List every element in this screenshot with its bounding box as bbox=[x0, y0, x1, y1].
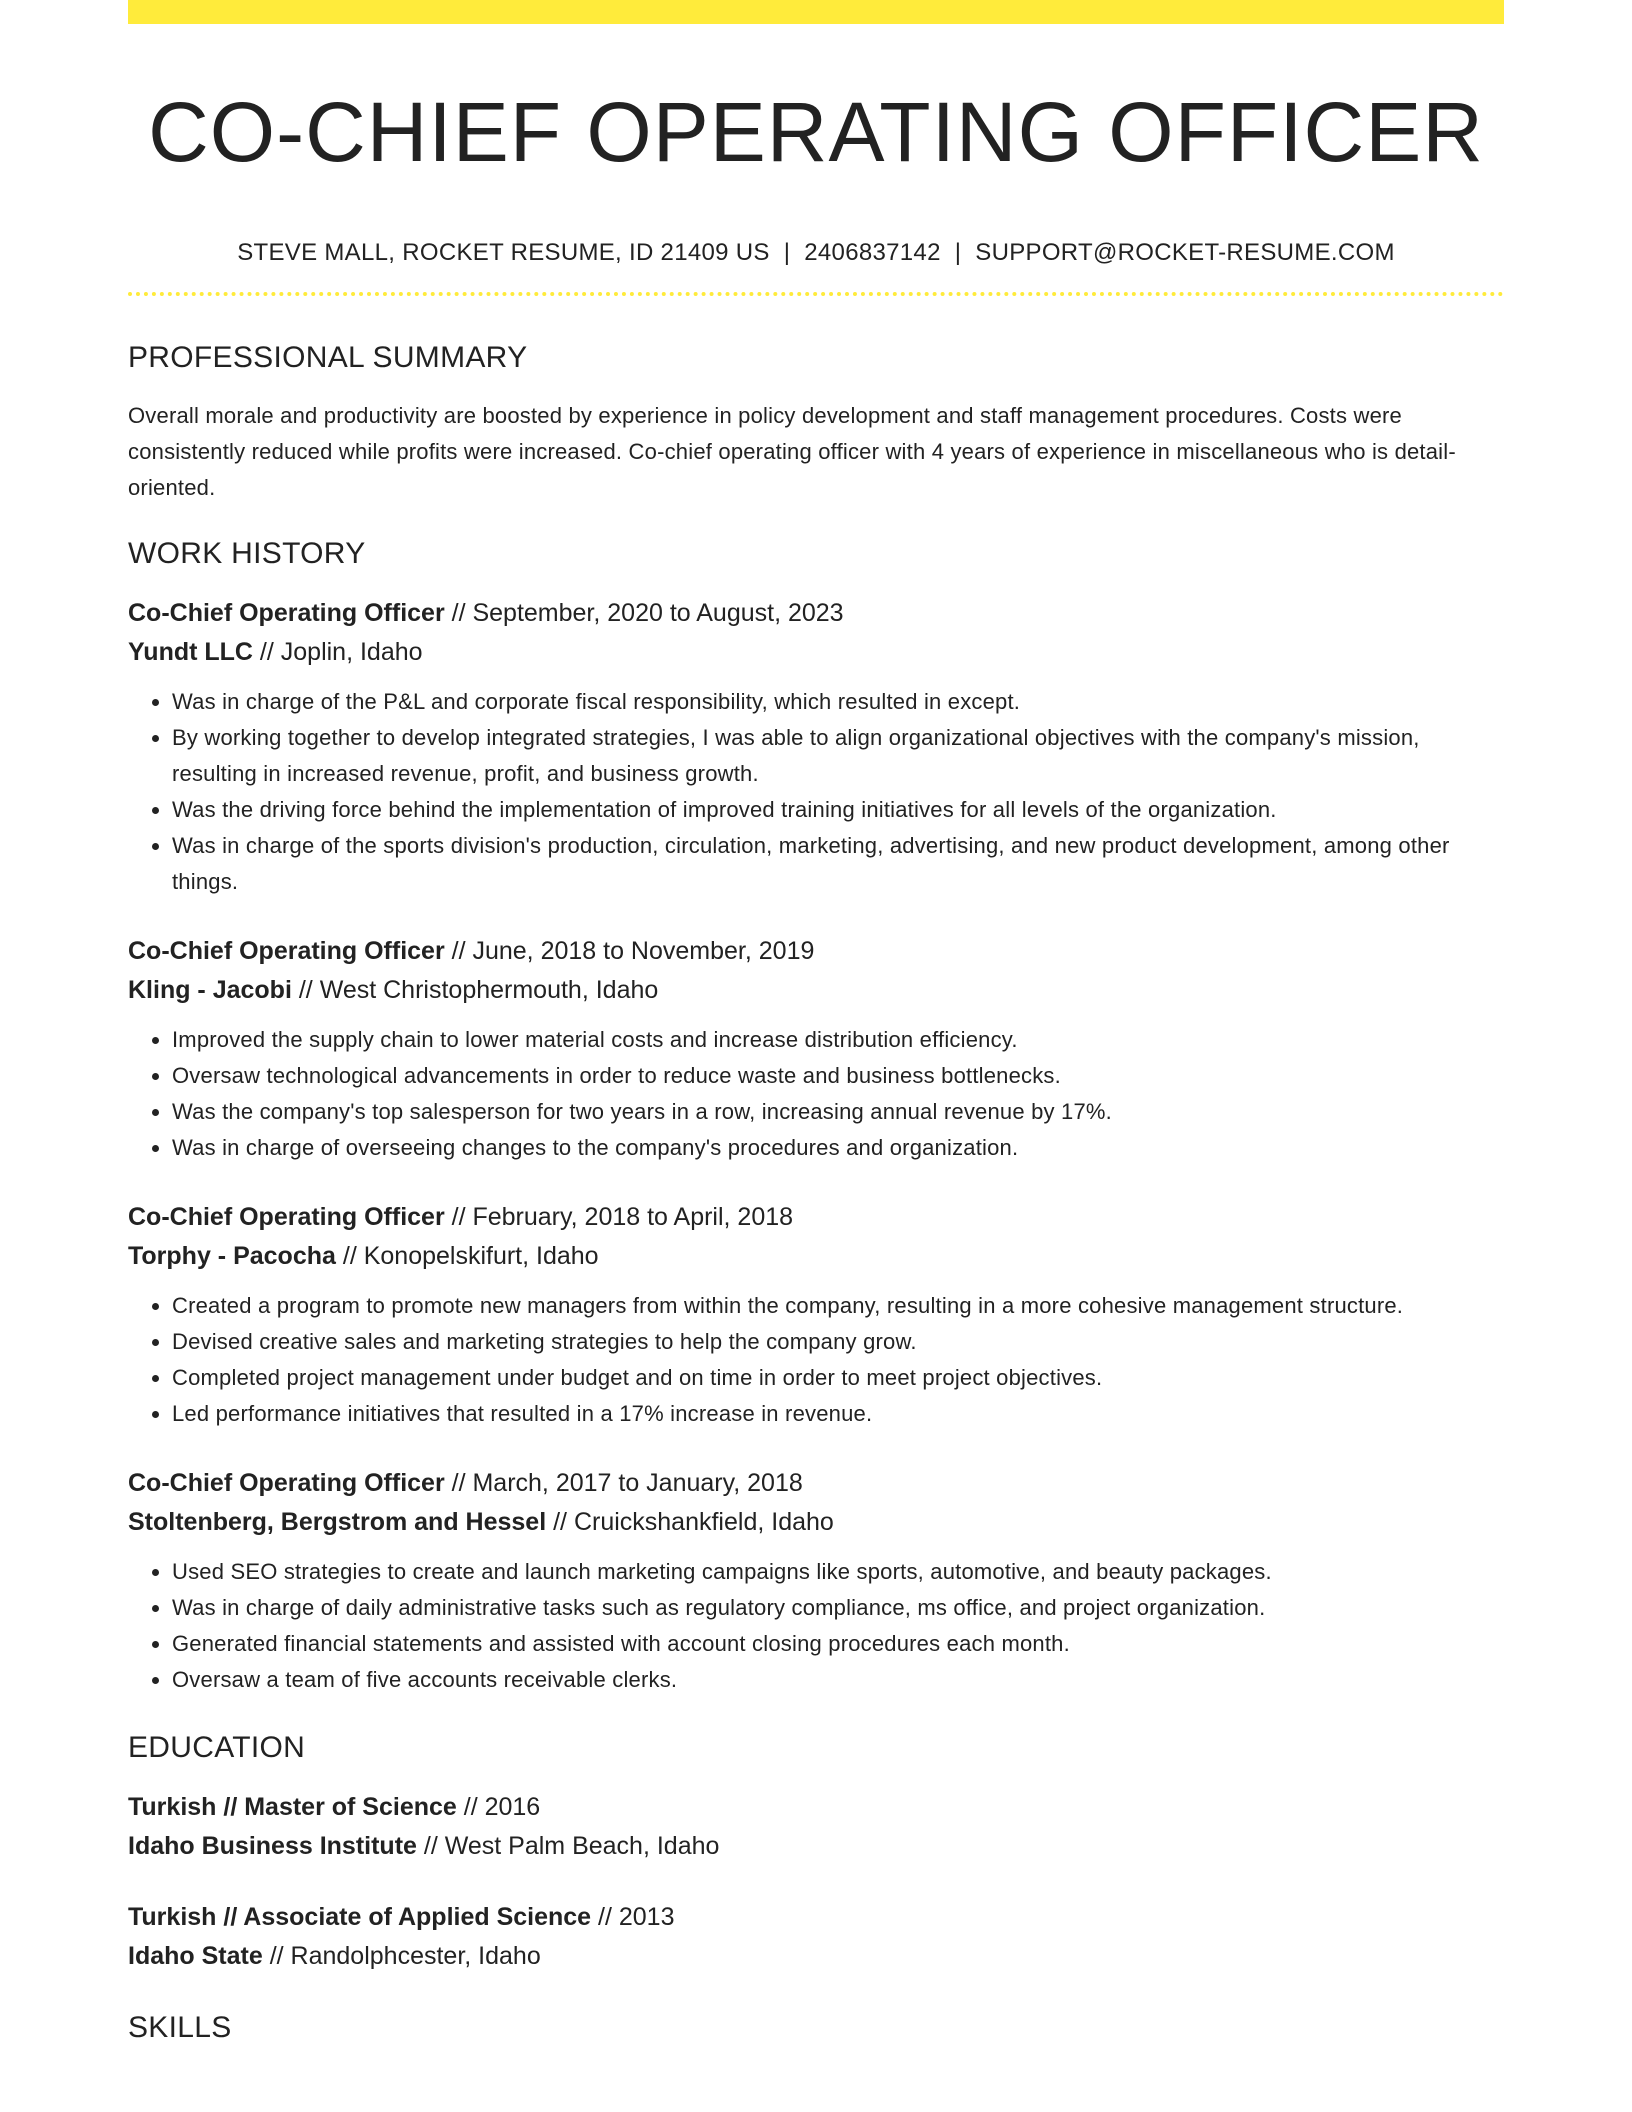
job-location: // Cruickshankfield, Idaho bbox=[546, 1508, 834, 1537]
job-location: // West Christophermouth, Idaho bbox=[291, 976, 659, 1005]
job-bullets bbox=[128, 1288, 1504, 1432]
job-bullet: • Was the company's top salesperson for two years in a row, increasing annual revenue by 17%. bbox=[172, 1094, 1504, 1130]
education-entry bbox=[128, 1788, 1504, 1866]
job-title-line bbox=[128, 1198, 1504, 1237]
job-bullets bbox=[128, 1022, 1504, 1166]
job-bullet: • By working together to develop integrated strategies, I was able to align organizational objectives with the company's mission, resulting in increased revenue, profit, and business growth. bbox=[172, 720, 1504, 792]
education-school: Idaho Business Institute bbox=[128, 1832, 417, 1861]
job-company-line bbox=[128, 633, 1504, 672]
contact-address: STEVE MALL, ROCKET RESUME, ID 21409 US bbox=[237, 239, 770, 267]
education-degree-line bbox=[128, 1788, 1504, 1827]
job-title: Co-Chief Operating Officer bbox=[128, 1203, 445, 1232]
work-history-heading: WORK HISTORY bbox=[128, 537, 366, 571]
job-company: Torphy - Pacocha bbox=[128, 1242, 336, 1271]
job-title-line bbox=[128, 932, 1504, 971]
job-bullet: • Oversaw technological advancements in order to reduce waste and business bottlenecks. bbox=[172, 1058, 1504, 1094]
job-bullet: • Completed project management under budget and on time in order to meet project objectives. bbox=[172, 1360, 1504, 1396]
job-entry bbox=[128, 594, 1504, 900]
job-entry bbox=[128, 1464, 1504, 1698]
job-company-line bbox=[128, 971, 1504, 1010]
summary-text: Overall morale and productivity are boosted by experience in policy development and staff management procedures. Costs were consistently reduced while profits were increased. Co-chief operating officer with 4 years of experience in miscellaneous who is detail-oriented. bbox=[128, 403, 1456, 501]
job-title: Co-Chief Operating Officer bbox=[128, 1469, 445, 1498]
job-title-line bbox=[128, 594, 1504, 633]
job-entry bbox=[128, 932, 1504, 1166]
education-location: // Randolphcester, Idaho bbox=[262, 1942, 541, 1971]
dotted-divider bbox=[128, 292, 1504, 296]
resume-title: CO-CHIEF OPERATING OFFICER bbox=[148, 85, 1484, 179]
job-dates: // June, 2018 to November, 2019 bbox=[444, 937, 815, 966]
job-title-line bbox=[128, 1464, 1504, 1503]
job-entry bbox=[128, 1198, 1504, 1432]
contact-email: SUPPORT@ROCKET-RESUME.COM bbox=[975, 239, 1395, 267]
job-dates: // September, 2020 to August, 2023 bbox=[444, 599, 844, 628]
job-dates: // February, 2018 to April, 2018 bbox=[444, 1203, 794, 1232]
education-year: // 2016 bbox=[456, 1793, 541, 1822]
job-bullet: • Devised creative sales and marketing strategies to help the company grow. bbox=[172, 1324, 1504, 1360]
education-list bbox=[128, 1788, 1504, 1976]
job-bullet: • Generated financial statements and assisted with account closing procedures each month. bbox=[172, 1626, 1504, 1662]
job-company: Kling - Jacobi bbox=[128, 976, 292, 1005]
job-bullet: • Led performance initiatives that resulted in a 17% increase in revenue. bbox=[172, 1396, 1504, 1432]
job-company-line bbox=[128, 1237, 1504, 1276]
job-location: // Joplin, Idaho bbox=[252, 638, 423, 667]
job-company: Yundt LLC bbox=[128, 638, 253, 667]
education-entry bbox=[128, 1898, 1504, 1976]
job-title: Co-Chief Operating Officer bbox=[128, 599, 445, 628]
education-heading: EDUCATION bbox=[128, 1731, 306, 1765]
contact-separator: | bbox=[954, 239, 962, 267]
job-bullet: • Was in charge of daily administrative tasks such as regulatory compliance, ms office, and project organization. bbox=[172, 1590, 1504, 1626]
top-accent-bar bbox=[128, 0, 1504, 24]
job-bullet: • Improved the supply chain to lower material costs and increase distribution efficiency. bbox=[172, 1022, 1504, 1058]
job-bullet: • Created a program to promote new managers from within the company, resulting in a more cohesive management structure. bbox=[172, 1288, 1504, 1324]
job-bullets bbox=[128, 1554, 1504, 1698]
job-bullet: • Was the driving force behind the implementation of improved training initiatives for all levels of the organization. bbox=[172, 792, 1504, 828]
education-degree: Turkish // Master of Science bbox=[128, 1793, 457, 1822]
job-bullets bbox=[128, 684, 1504, 900]
education-location: // West Palm Beach, Idaho bbox=[416, 1832, 720, 1861]
job-dates: // March, 2017 to January, 2018 bbox=[444, 1469, 803, 1498]
job-title: Co-Chief Operating Officer bbox=[128, 937, 445, 966]
job-bullet: • Was in charge of the sports division's production, circulation, marketing, advertising, and new product development, among other things. bbox=[172, 828, 1504, 900]
job-bullet: • Used SEO strategies to create and launch marketing campaigns like sports, automotive, and beauty packages. bbox=[172, 1554, 1504, 1590]
job-company-line bbox=[128, 1503, 1504, 1542]
contact-phone: 2406837142 bbox=[804, 239, 941, 267]
education-school: Idaho State bbox=[128, 1942, 263, 1971]
job-bullet: • Was in charge of the P&L and corporate fiscal responsibility, which resulted in except. bbox=[172, 684, 1504, 720]
job-bullet: • Was in charge of overseeing changes to the company's procedures and organization. bbox=[172, 1130, 1504, 1166]
work-history-list bbox=[128, 594, 1504, 1698]
job-company: Stoltenberg, Bergstrom and Hessel bbox=[128, 1508, 547, 1537]
contact-separator: | bbox=[783, 239, 791, 267]
education-year: // 2013 bbox=[591, 1903, 675, 1932]
education-school-line bbox=[128, 1827, 1504, 1866]
education-degree: Turkish // Associate of Applied Science bbox=[128, 1903, 592, 1932]
job-bullet: • Oversaw a team of five accounts receivable clerks. bbox=[172, 1662, 1504, 1698]
contact-line bbox=[128, 238, 1504, 268]
resume-page bbox=[128, 0, 1504, 2046]
skills-heading: SKILLS bbox=[128, 2011, 232, 2045]
job-location: // Konopelskifurt, Idaho bbox=[335, 1242, 599, 1271]
education-degree-line bbox=[128, 1898, 1504, 1937]
summary-heading: PROFESSIONAL SUMMARY bbox=[128, 341, 528, 375]
education-school-line bbox=[128, 1937, 1504, 1976]
